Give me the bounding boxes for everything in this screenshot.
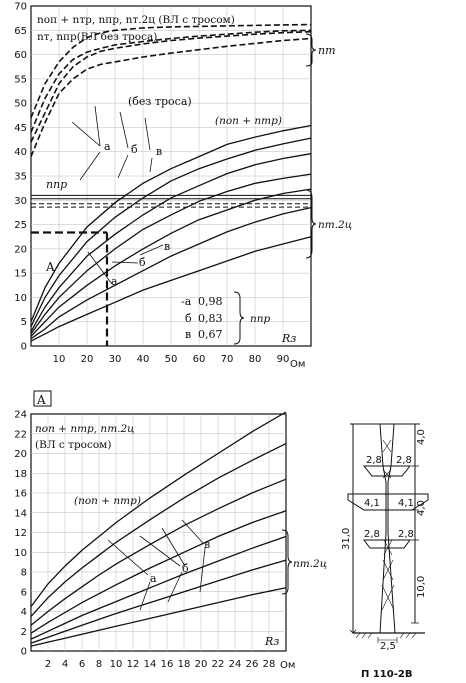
bottom-chart-box-A-label: A — [37, 393, 46, 407]
y-tick-label: 30 — [14, 195, 27, 207]
tower-drawing — [348, 424, 428, 643]
y-tick-label: 5 — [20, 317, 27, 329]
tower-mast — [380, 424, 395, 633]
y-tick-label: 65 — [14, 25, 27, 37]
y-tick-label: 6 — [20, 587, 27, 599]
tower-dim-d1: 4,0 — [416, 429, 427, 445]
legend-v-letter: в — [185, 328, 192, 341]
x-tick-label: 60 — [192, 354, 206, 365]
y-tick-label: 10 — [14, 292, 27, 304]
top-chart-grid — [31, 6, 311, 346]
tower-dim-c5: 2,8 — [364, 529, 380, 540]
x-tick-label: 80 — [248, 354, 262, 365]
x-tick-label: 6 — [78, 659, 86, 670]
bottom-chart-label-b: б — [182, 562, 189, 575]
y-tick-label: 22 — [14, 429, 27, 441]
x-tick-label: 10 — [52, 354, 66, 365]
top-chart-x-unit: Ом — [290, 359, 306, 370]
y-tick-label: 2 — [20, 626, 27, 638]
y-tick-label: 0 — [20, 341, 27, 353]
bottom-chart-y-ticks — [14, 410, 27, 658]
x-tick-label: 4 — [61, 659, 69, 670]
bottom-chart-label-v: в — [204, 538, 211, 551]
top-chart-label-a: а — [104, 140, 111, 153]
legend-v-value: 0,67 — [198, 328, 223, 341]
tower-top-crossarm — [364, 466, 410, 476]
legend-b-value: 0,83 — [198, 312, 223, 325]
x-tick-label: 20 — [80, 354, 94, 365]
legend-b-letter: б — [185, 312, 192, 325]
x-tick-label: 40 — [136, 354, 150, 365]
top-chart-x-ticks — [53, 354, 290, 365]
legend-npr: nпр — [250, 313, 271, 325]
bottom-chart-title-line2: (ВЛ с тросом) — [35, 439, 112, 451]
bottom-chart-label-nop-ntr: (nоп + nтр) — [74, 495, 141, 507]
bottom-chart-label-nt2c: nт.2ц — [293, 558, 328, 570]
x-tick-label: 24 — [228, 659, 242, 670]
tower-dim-c3: 4,1 — [364, 498, 380, 509]
bottom-chart-brace — [282, 530, 292, 594]
top-chart-inner-a: а — [111, 275, 118, 288]
bottom-chart-x-ticks — [45, 659, 276, 670]
tower-dim-d3: 10,0 — [416, 575, 427, 598]
x-tick-label: 8 — [95, 659, 103, 670]
tower-dim-base: 2,5 — [380, 641, 396, 652]
y-tick-label: 55 — [14, 74, 27, 86]
y-tick-label: 70 — [14, 1, 27, 13]
bottom-chart — [14, 391, 327, 671]
tower-dim-c6: 2,8 — [398, 529, 414, 540]
tower-bottom-crossarm — [364, 540, 410, 548]
top-chart-x-label: Rз — [282, 332, 297, 345]
x-tick-label: 30 — [108, 354, 122, 365]
tower-dim-d4: 31,0 — [341, 527, 352, 550]
y-tick-label: 20 — [14, 244, 27, 256]
y-tick-label: 0 — [20, 646, 27, 658]
y-tick-label: 35 — [14, 171, 27, 183]
top-chart-inner-b: б — [139, 256, 146, 269]
y-tick-label: 10 — [14, 547, 27, 559]
x-tick-label: 70 — [220, 354, 234, 365]
y-tick-label: 60 — [14, 50, 27, 62]
bottom-chart-label-a: а — [150, 572, 157, 585]
top-chart-inner-leaders — [88, 245, 163, 284]
x-tick-label: 50 — [164, 354, 178, 365]
top-chart-label-nop-ntr: (nоп + nтр) — [215, 115, 282, 127]
x-tick-label: 10 — [109, 659, 123, 670]
y-tick-label: 8 — [20, 567, 27, 579]
y-tick-label: 12 — [14, 528, 27, 539]
top-chart-label-npr: nпр — [46, 178, 68, 191]
tower-dim-c4: 4,1 — [398, 498, 414, 509]
top-chart-label-v: в — [156, 145, 163, 158]
y-tick-label: 45 — [14, 122, 27, 134]
top-chart-leaders — [72, 106, 152, 180]
tower-dim-d2: 4,0 — [416, 500, 427, 516]
legend-brace — [234, 292, 244, 344]
legend-a-letter: -а — [181, 295, 192, 308]
tower-caption: П 110-2В — [361, 669, 413, 680]
y-tick-label: 24 — [14, 409, 27, 421]
x-tick-label: 90 — [276, 354, 290, 365]
y-tick-label: 18 — [14, 468, 27, 480]
top-chart-label-nt: nт — [318, 44, 336, 57]
top-chart-legend — [181, 292, 271, 344]
top-chart-label-bez-trosa: (без троса) — [128, 95, 192, 108]
y-tick-label: 50 — [14, 98, 27, 110]
legend-a-value: 0,98 — [198, 295, 223, 308]
series-line-6 — [31, 560, 286, 643]
bottom-chart-x-unit: Ом — [280, 660, 296, 671]
x-tick-label: 2 — [44, 659, 52, 670]
tower-dim-c1: 2,8 — [366, 455, 382, 466]
x-tick-label: 12 — [126, 659, 140, 670]
top-chart-y-ticks — [14, 2, 27, 353]
top-chart-title-line1: nоп + nтр, nпр, nт.2ц (ВЛ с тросом) — [37, 14, 235, 26]
y-tick-label: 16 — [14, 488, 27, 500]
x-tick-label: 22 — [211, 659, 225, 670]
x-tick-label: 20 — [194, 659, 208, 670]
top-chart-inner-v: в — [164, 240, 171, 253]
top-chart-label-nt2c: nт.2ц — [318, 219, 353, 231]
y-tick-label: 40 — [14, 147, 27, 159]
y-tick-label: 14 — [14, 508, 27, 520]
y-tick-label: 15 — [14, 268, 27, 280]
x-tick-label: 16 — [160, 659, 174, 670]
tower-ground-hatch — [356, 633, 416, 638]
bottom-chart-title-line1: nоп + nтр, nт.2ц — [35, 423, 135, 435]
series-line-2 — [31, 444, 286, 617]
x-tick-label: 14 — [143, 659, 157, 670]
x-tick-label: 26 — [245, 659, 259, 670]
top-chart — [14, 2, 352, 371]
series-line-7 — [31, 588, 286, 646]
x-tick-label: 28 — [262, 659, 276, 670]
top-chart-label-A: A — [46, 260, 55, 274]
x-tick-label: 18 — [177, 659, 191, 670]
series-line-5 — [31, 537, 286, 640]
y-tick-label: 20 — [14, 449, 27, 460]
top-chart-label-b: б — [131, 143, 138, 156]
y-tick-label: 4 — [20, 607, 27, 618]
tower-dim-c2: 2,8 — [396, 455, 412, 466]
top-chart-title-line2: nт, nпр(ВЛ без троса) — [37, 31, 158, 43]
y-tick-label: 25 — [14, 220, 27, 232]
bottom-chart-x-label: Rз — [265, 635, 280, 648]
